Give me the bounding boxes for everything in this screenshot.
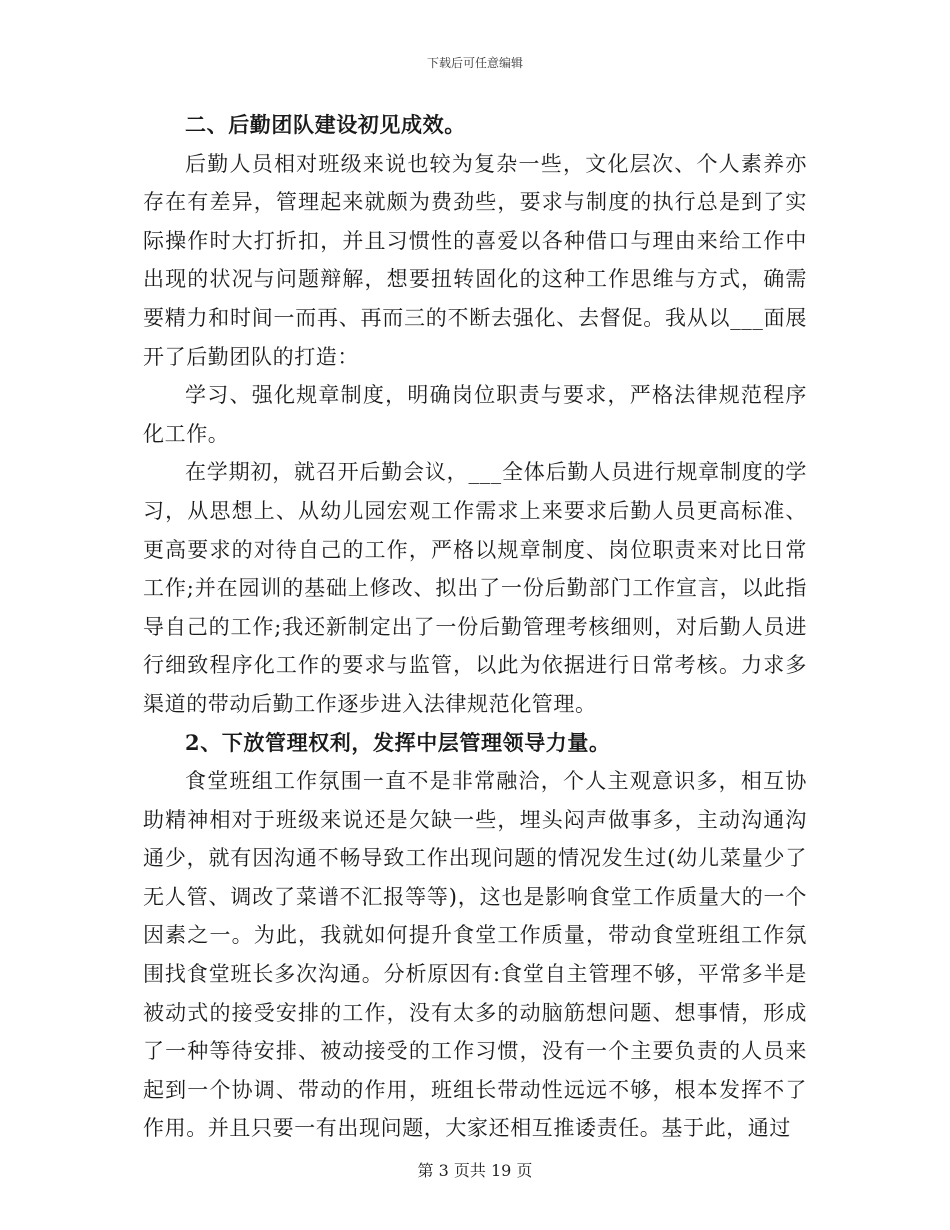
paragraph-study-regulations: 学习、强化规章制度，明确岗位职责与要求，严格法律规范程序化工作。 [143, 383, 807, 446]
paragraph-logistics-staff: 后勤人员相对班级来说也较为复杂一些，文化层次、个人素养亦存在有差异，管理起来就颇为费劲些，要求与制度的执行总是到了实际操作时大打折扣，并且习惯性的喜爱以各种借口与理由来给工作中出现的状况与问题辩解，想要扭转固化的这种工作思维与方式，确需要精力和时间一而再、再而三的不断去强化、去督促。我从以___面展开了后勤团队的打造： [143, 151, 807, 369]
document-body [143, 106, 807, 1148]
section-heading-team-building: 二、后勤团队建设初见成效。 [185, 112, 466, 137]
page-number-footer: 第 3 页共 19 页 [417, 1161, 533, 1180]
section-heading-delegate-authority: 2、下放管理权利，发挥中层管理领导力量。 [185, 729, 611, 755]
paragraph-canteen-team: 食堂班组工作氛围一直不是非常融洽，个人主观意识多，相互协助精神相对于班级来说还是欠缺一些，埋头闷声做事多，主动沟通沟通少，就有因沟通不畅导致工作出现问题的情况发生过(幼儿菜量少了无人管、调改了菜谱不汇报等等)，这也是影响食堂工作质量大的一个因素之一。为此，我就如何提升食堂工作质量，带动食堂班组工作氛围找食堂班长多次沟通。分析原因有:食堂自主管理不够，平常多半是被动式的接受安排的工作，没有太多的动脑筋想问题、想事情，形成了一种等待安排、被动接受的工作习惯，没有一个主要负责的人员来起到一个协调、带动的作用，班组长带动性远远不够，根本发挥不了作用。并且只要一有出现问题，大家还相互推诿责任。基于此，通过 [143, 769, 807, 1141]
paragraph-semester-meeting: 在学期初，就召开后勤会议，___全体后勤人员进行规章制度的学习，从思想上、从幼儿园宏观工作需求上来要求后勤人员更高标准、更高要求的对待自己的工作，严格以规章制度、岗位职责来对比日常工作;并在园训的基础上修改、拟出了一份后勤部门工作宣言，以此指导自己的工作;我还新制定出了一份后勤管理考核细则，对后勤人员进行细致程序化工作的要求与监管，以此为依据进行日常考核。力求多渠道的带动后勤工作逐步进入法律规范化管理。 [143, 460, 807, 716]
download-edit-note: 下载后可任意编辑 [426, 56, 523, 70]
